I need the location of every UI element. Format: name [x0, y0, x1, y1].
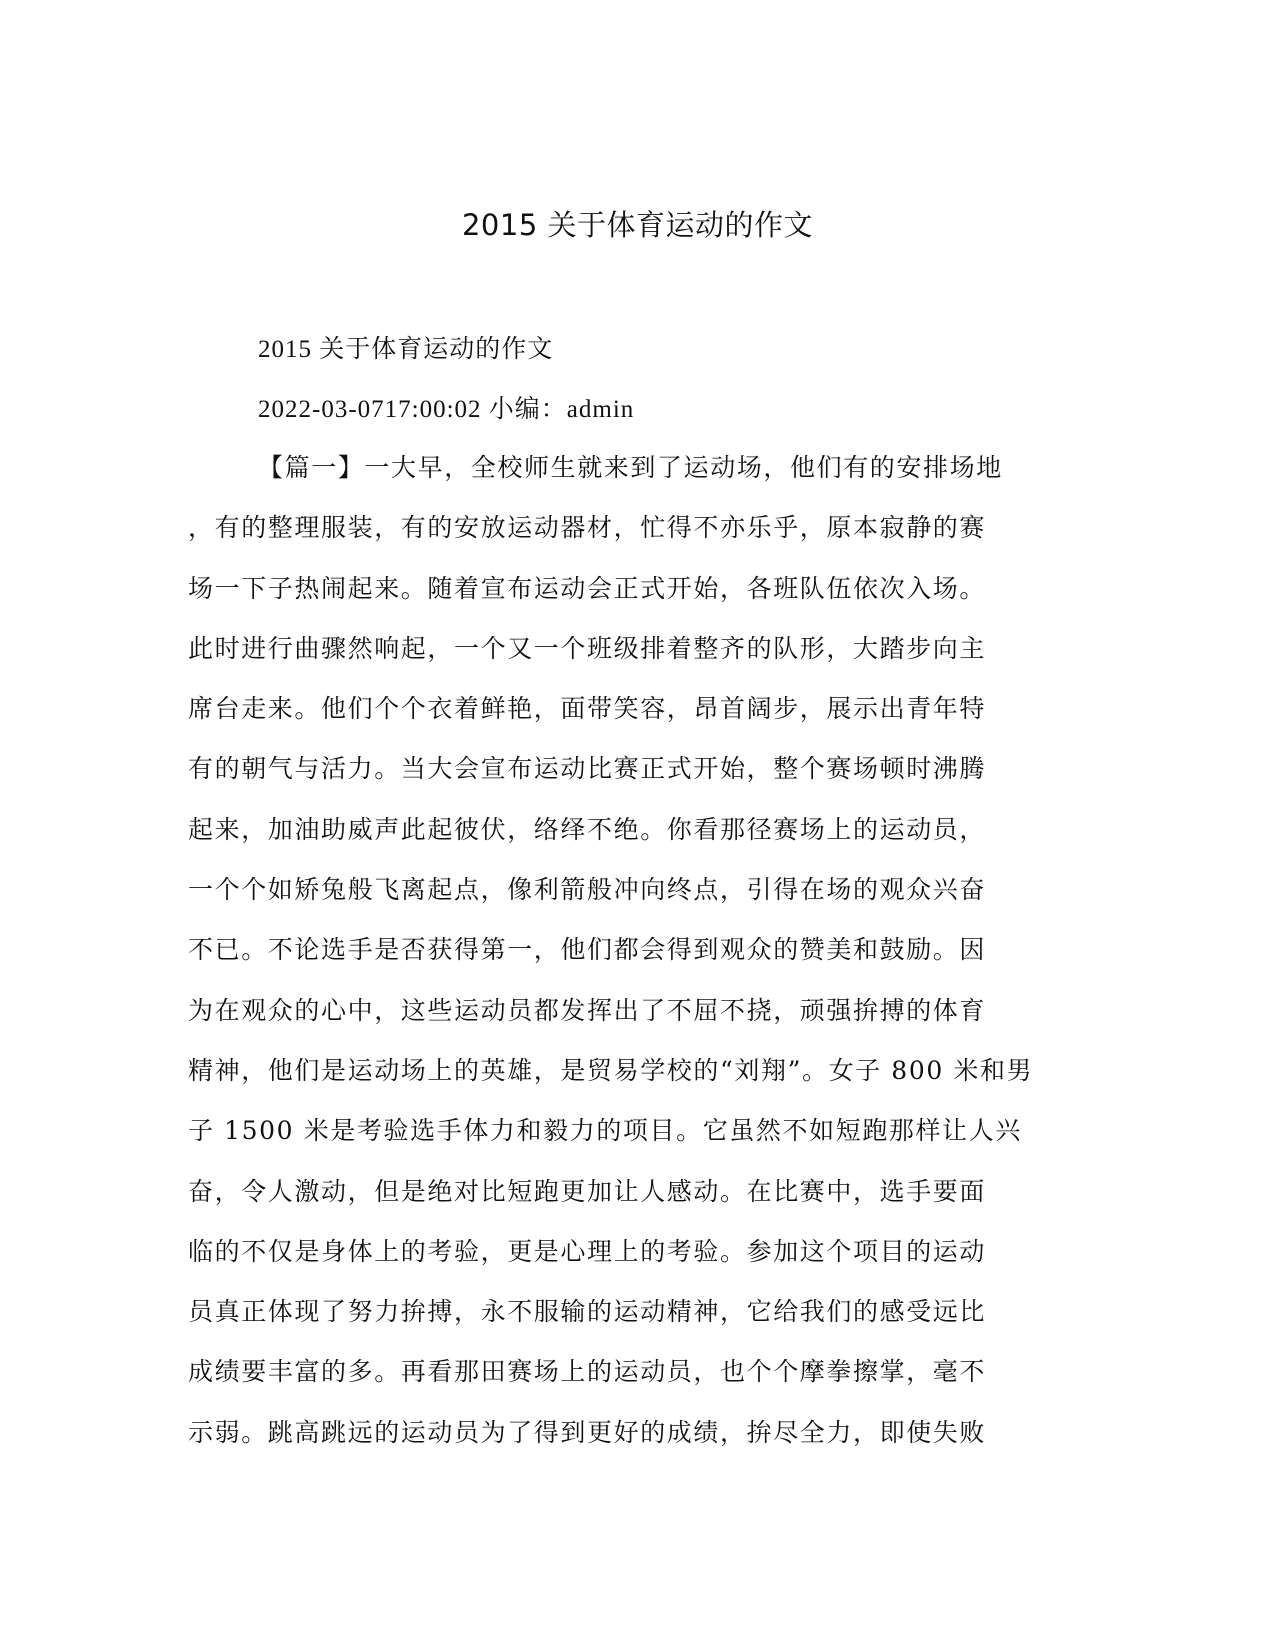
- body-line: ，有的整理服装，有的安放运动器材，忙得不亦乐乎，原本寂静的赛: [188, 513, 987, 543]
- body-line: 此时进行曲骤然响起，一个又一个班级排着整齐的队形，大踏步向主: [188, 633, 987, 663]
- publish-byline: 2022-03-0717:00:02 小编：admin: [258, 396, 635, 423]
- body-line: 成绩要丰富的多。再看那田赛场上的运动员，也个个摩拳擦掌，毫不: [188, 1357, 987, 1387]
- body-line: 为在观众的心中，这些运动员都发挥出了不屈不挠，顽强拚搏的体育: [188, 995, 987, 1025]
- body-line: 临的不仅是身体上的考验，更是心理上的考验。参加这个项目的运动: [188, 1236, 987, 1266]
- body-line: 席台走来。他们个个衣着鲜艳，面带笑容，昂首阔步，展示出青年特: [188, 694, 987, 724]
- body-line: 一个个如矫兔般飞离起点，像利箭般冲向终点，引得在场的观众兴奋: [188, 875, 987, 905]
- body-line: 奋，令人激动，但是绝对比短跑更加让人感动。在比赛中，选手要面: [188, 1176, 987, 1206]
- body-line: 员真正体现了努力拚搏，永不服输的运动精神，它给我们的感受远比: [188, 1297, 987, 1327]
- body-line: 【篇一】一大早，全校师生就来到了运动场，他们有的安排场地: [258, 453, 1003, 482]
- body-line: 精神，他们是运动场上的英雄，是贸易学校的“刘翔”。女子 800 米和男: [188, 1055, 1034, 1085]
- body-line: 起来，加油助威声此起彼伏，络绎不绝。你看那径赛场上的运动员，: [188, 814, 987, 844]
- body-line: 示弱。跳高跳远的运动员为了得到更好的成绩，拚尽全力，即使失败: [188, 1417, 987, 1447]
- body-line: 有的朝气与活力。当大会宣布运动比赛正式开始，整个赛场顿时沸腾: [188, 754, 987, 784]
- body-line: 场一下子热闹起来。随着宣布运动会正式开始，各班队伍依次入场。: [188, 573, 987, 603]
- article-body: [188, 448, 1088, 1473]
- body-line: 不已。不论选手是否获得第一，他们都会得到观众的赞美和鼓励。因: [188, 935, 987, 965]
- document-title: 2015 关于体育运动的作文: [461, 208, 814, 242]
- document-subtitle: 2015 关于体育运动的作文: [258, 336, 554, 363]
- body-line: 子 1500 米是考验选手体力和毅力的项目。它虽然不如短跑那样让人兴: [188, 1116, 1022, 1146]
